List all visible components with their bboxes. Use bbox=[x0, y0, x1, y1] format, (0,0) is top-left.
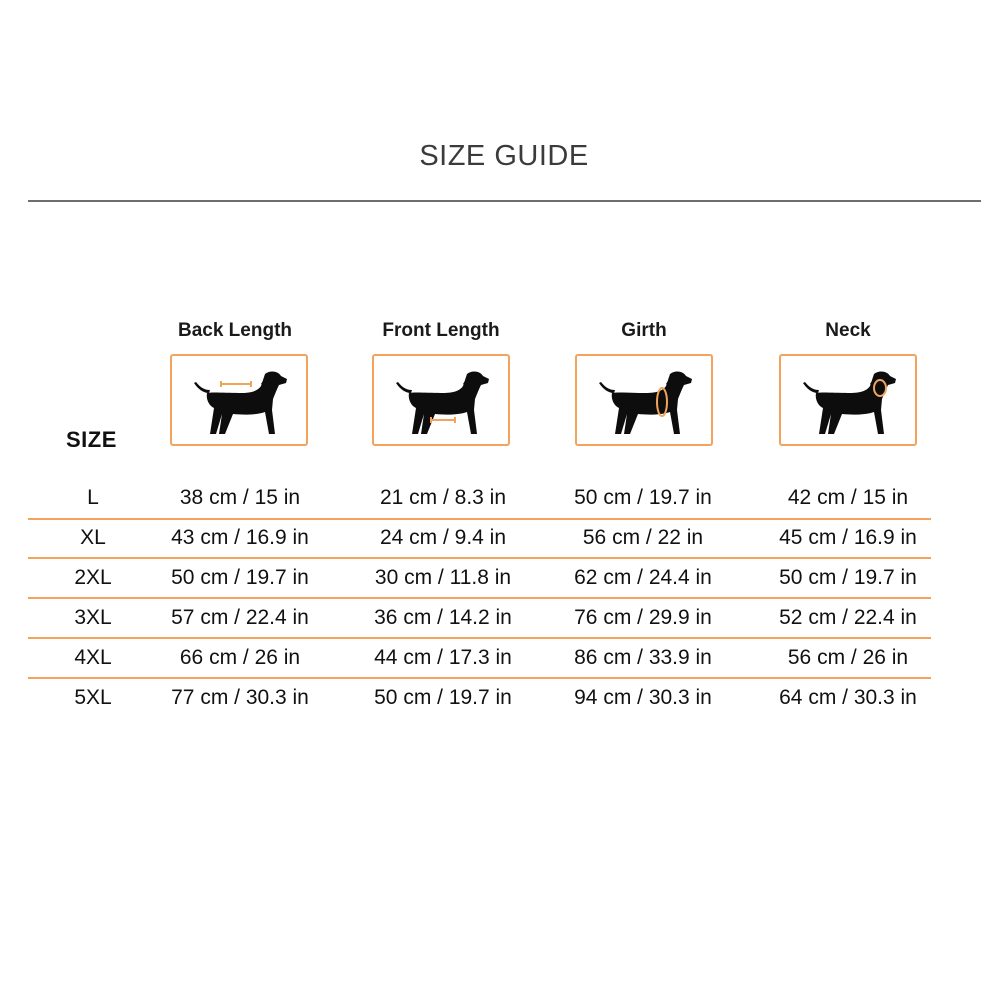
girth-cell: 56 cm / 22 in bbox=[582, 526, 704, 549]
size-cell: 4XL bbox=[74, 646, 112, 669]
size-cell: 5XL bbox=[74, 686, 112, 709]
back-length-cell: 66 cm / 26 in bbox=[179, 646, 301, 669]
back-length-cell: 57 cm / 22.4 in bbox=[171, 606, 309, 629]
girth-cell: 94 cm / 30.3 in bbox=[574, 686, 712, 709]
size-cell: 2XL bbox=[74, 566, 112, 589]
front-length-cell: 44 cm / 17.3 in bbox=[374, 646, 512, 669]
back-length-cell: 38 cm / 15 in bbox=[179, 486, 301, 509]
dog-back-length-icon bbox=[191, 362, 291, 442]
back-length-cell: 77 cm / 30.3 in bbox=[171, 686, 309, 709]
table-row bbox=[28, 638, 931, 678]
back-length-icon-box bbox=[170, 354, 308, 446]
girth-cell: 50 cm / 19.7 in bbox=[574, 486, 712, 509]
column-header-back-length: Back Length bbox=[177, 320, 293, 341]
page-title: SIZE GUIDE bbox=[419, 140, 589, 172]
girth-cell: 76 cm / 29.9 in bbox=[574, 606, 712, 629]
table-row bbox=[28, 478, 931, 518]
front-length-cell: 50 cm / 19.7 in bbox=[374, 686, 512, 709]
front-length-cell: 21 cm / 8.3 in bbox=[379, 486, 507, 509]
dog-front-length-icon bbox=[393, 362, 493, 442]
dog-neck-icon bbox=[800, 362, 900, 442]
column-header-front-length: Front Length bbox=[382, 320, 500, 341]
neck-cell: 50 cm / 19.7 in bbox=[779, 566, 917, 589]
size-cell: L bbox=[87, 486, 99, 509]
neck-cell: 64 cm / 30.3 in bbox=[779, 686, 917, 709]
column-header-neck: Neck bbox=[825, 320, 871, 341]
neck-cell: 56 cm / 26 in bbox=[787, 646, 909, 669]
dog-girth-icon bbox=[596, 362, 696, 442]
table-row bbox=[28, 678, 931, 718]
front-length-cell: 36 cm / 14.2 in bbox=[374, 606, 512, 629]
girth-cell: 62 cm / 24.4 in bbox=[574, 566, 712, 589]
back-length-cell: 43 cm / 16.9 in bbox=[171, 526, 309, 549]
girth-icon-box bbox=[575, 354, 713, 446]
girth-cell: 86 cm / 33.9 in bbox=[574, 646, 712, 669]
table-row bbox=[28, 518, 931, 558]
neck-icon-box bbox=[779, 354, 917, 446]
size-cell: XL bbox=[80, 526, 106, 549]
back-length-cell: 50 cm / 19.7 in bbox=[171, 566, 309, 589]
column-header-girth: Girth bbox=[621, 320, 667, 341]
front-length-cell: 24 cm / 9.4 in bbox=[379, 526, 507, 549]
neck-cell: 45 cm / 16.9 in bbox=[779, 526, 917, 549]
neck-cell: 42 cm / 15 in bbox=[787, 486, 909, 509]
table-row bbox=[28, 598, 931, 638]
front-length-icon-box bbox=[372, 354, 510, 446]
size-cell: 3XL bbox=[74, 606, 112, 629]
size-column-header: SIZE bbox=[66, 427, 117, 452]
neck-cell: 52 cm / 22.4 in bbox=[779, 606, 917, 629]
title-divider bbox=[28, 200, 981, 202]
front-length-cell: 30 cm / 11.8 in bbox=[374, 566, 512, 589]
table-row bbox=[28, 558, 931, 598]
